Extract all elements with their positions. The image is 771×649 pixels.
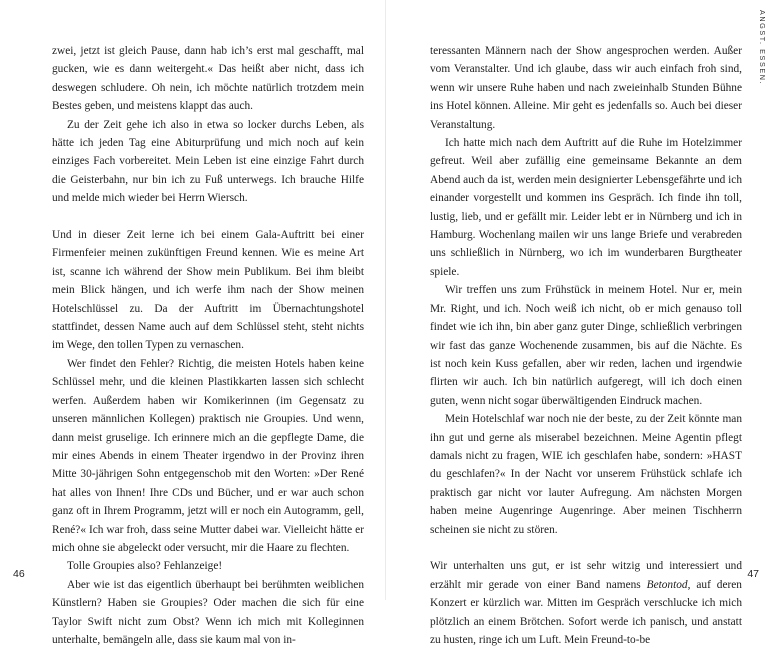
paragraph — [430, 557, 742, 649]
paragraph: Ich hatte mich nach dem Auftritt auf die Ruhe im Hotelzimmer gefreut. Weil aber zufällig eine gemeinsame Bekannte an dem Abend auch da ist, werden mein designierter Lebensgefährte und ich einander vorgestellt und kommen ins Gespräch. Ich finde ihn toll, lustig, lieb, und er gefällt mir. Leider lebt er in Nürnberg und ich in Hamburg. Wochenlang mailen wir uns lange Briefe und verabreden uns schließlich in Nürnberg, wo ich im wunderbaren Burgtheater spiele. — [430, 137, 742, 278]
paragraph: zwei, jetzt ist gleich Pause, dann hab ich’s erst mal geschafft, mal gucken, wie es dann weitergeht.« Das heißt aber nicht, dass ich deswegen schludere. Oh nein, ich möchte natürlich trotzdem mein Bestes geben, und meistens klappt das auch. — [52, 45, 364, 113]
right-page-text — [430, 42, 742, 649]
page-number: 47 — [747, 568, 759, 580]
running-head: ANGST. ESSEN. — [758, 10, 767, 86]
paragraph: Und in dieser Zeit lerne ich bei einem Gala-Auftritt bei einer Firmenfeier meinen zukünftigen Freund kennen. Wie es meine Art ist, scanne ich während der Show mein Publikum. Bei ihm bleibt mein Blick hängen, und ich werfe ihm nach der Show meinen Hotelschlüssel zu. Da der Auftritt im Übernachtungshotel stattfindet, dessen Name auch auf dem Schlüssel steht, steht nichts im Wege, den tollen Typen zu vernaschen. — [52, 229, 364, 352]
paragraph: Mein Hotelschlaf war noch nie der beste, zu der Zeit könnte man ihn gut und gerne als miserabel bezeichnen. Meine Agentin pflegt damals nicht zu fragen, WIE ich geschlafen habe, sondern: »HAST du geschlafen?« In der Nacht vor unserem Frühstück schlafe ich praktisch gar nicht vor lauter Aufregung. Am nächsten Morgen haben meine Augenringe Augenringe. Aber meinen Tischherrn scheinen sie nicht zu stören. — [430, 413, 742, 536]
paragraph: Tolle Groupies also? Fehlanzeige! — [67, 560, 223, 573]
right-page — [386, 0, 771, 646]
paragraph-text: , auf deren Konzert er kürzlich war. Mitten im Gespräch verschlucke ich mich plötzlich an einem Brötchen. Sofort werde ich panisch, und anstatt zu husten, ringe ich um Luft. Mein Freund-to-be — [430, 578, 742, 646]
paragraph: teressanten Männern nach der Show angesprochen werden. Außer vom Veranstalter. Und ich glaube, dass wir auch einfach froh sind, wenn wir unsere Ruhe haben und nach zweieinhalb Stunden Bühne ins Hotel können. Alleine. Mir geht es jedenfalls so. Auch bei dieser Veranstaltung. — [430, 45, 742, 131]
left-page — [0, 0, 385, 646]
band-name-italic: Betontod — [646, 578, 688, 591]
paragraph-text: Wir unterhalten uns gut, er ist sehr witzig und interessiert und erzählt mir gerade von einer Band namens — [430, 560, 742, 591]
page-number: 46 — [13, 568, 25, 580]
left-page-text — [52, 42, 364, 649]
paragraph: Aber wie ist das eigentlich überhaupt bei berühmten weiblichen Künstlern? Haben sie Groupies? Oder machen die sich für eine Taylor Swift nicht zum Obst? Wenn ich mich mit Kolleginnen unterhalte, bemängeln alle, dass sie kaum mal von in- — [52, 578, 364, 646]
paragraph: Wir treffen uns zum Frühstück in meinem Hotel. Nur er, mein Mr. Right, und ich. Noch weiß ich nicht, ob er mich genauso toll findet wie ich ihn, bin aber ganz guter Dinge, schließlich verbringen wir fast das ganze Wochenende zusammen, bis auf die Nächte. Es ist noch kein Kuss gefallen, aber wir reden, lachen und irgendwie flirten wir auch. Ich bin natürlich aufgeregt, will ich doch einen guten, wenn nicht sogar überwältigenden Eindruck machen. — [430, 284, 742, 407]
paragraph: Zu der Zeit gehe ich also in etwa so locker durchs Leben, als hätte ich jeden Tag eine Abiturprüfung und mich noch auf kein einziges Fach vorbereitet. Mein Leben ist eine einzige Fahrt durch die Geisterbahn, nur bin ich zu Fuß unterwegs. Ich brauche Hilfe und melde mich wieder bei Herrn Wiersch. — [52, 118, 364, 205]
paragraph: Wer findet den Fehler? Richtig, die meisten Hotels haben keine Schlüssel mehr, und die kleinen Plastikkarten lassen sich schlecht werfen. Außerdem haben wir Komikerinnen (im Gegensatz zu unseren männlichen Kollegen) praktisch nie Groupies. Und wenn, dann meist gruselige. Ich erinnere mich an die gepflegte Dame, die mir eines Abends in einem Theater irgendwo in der Provinz ihren Mitte 30-jährigen Sohn entgegenschob mit den Worten: »Der René hat alles von Ihnen! Ihre CDs und Bücher, und er war auch schon ganz oft in Ihrem Programm, jetzt will er noch ein Autogramm, gell, René?« Ich war froh, dass seine Mutter dabei war. Vielleicht hätte er mich ohne sie abgeleckt oder versucht, mir die Haare zu flechten. — [52, 357, 364, 554]
